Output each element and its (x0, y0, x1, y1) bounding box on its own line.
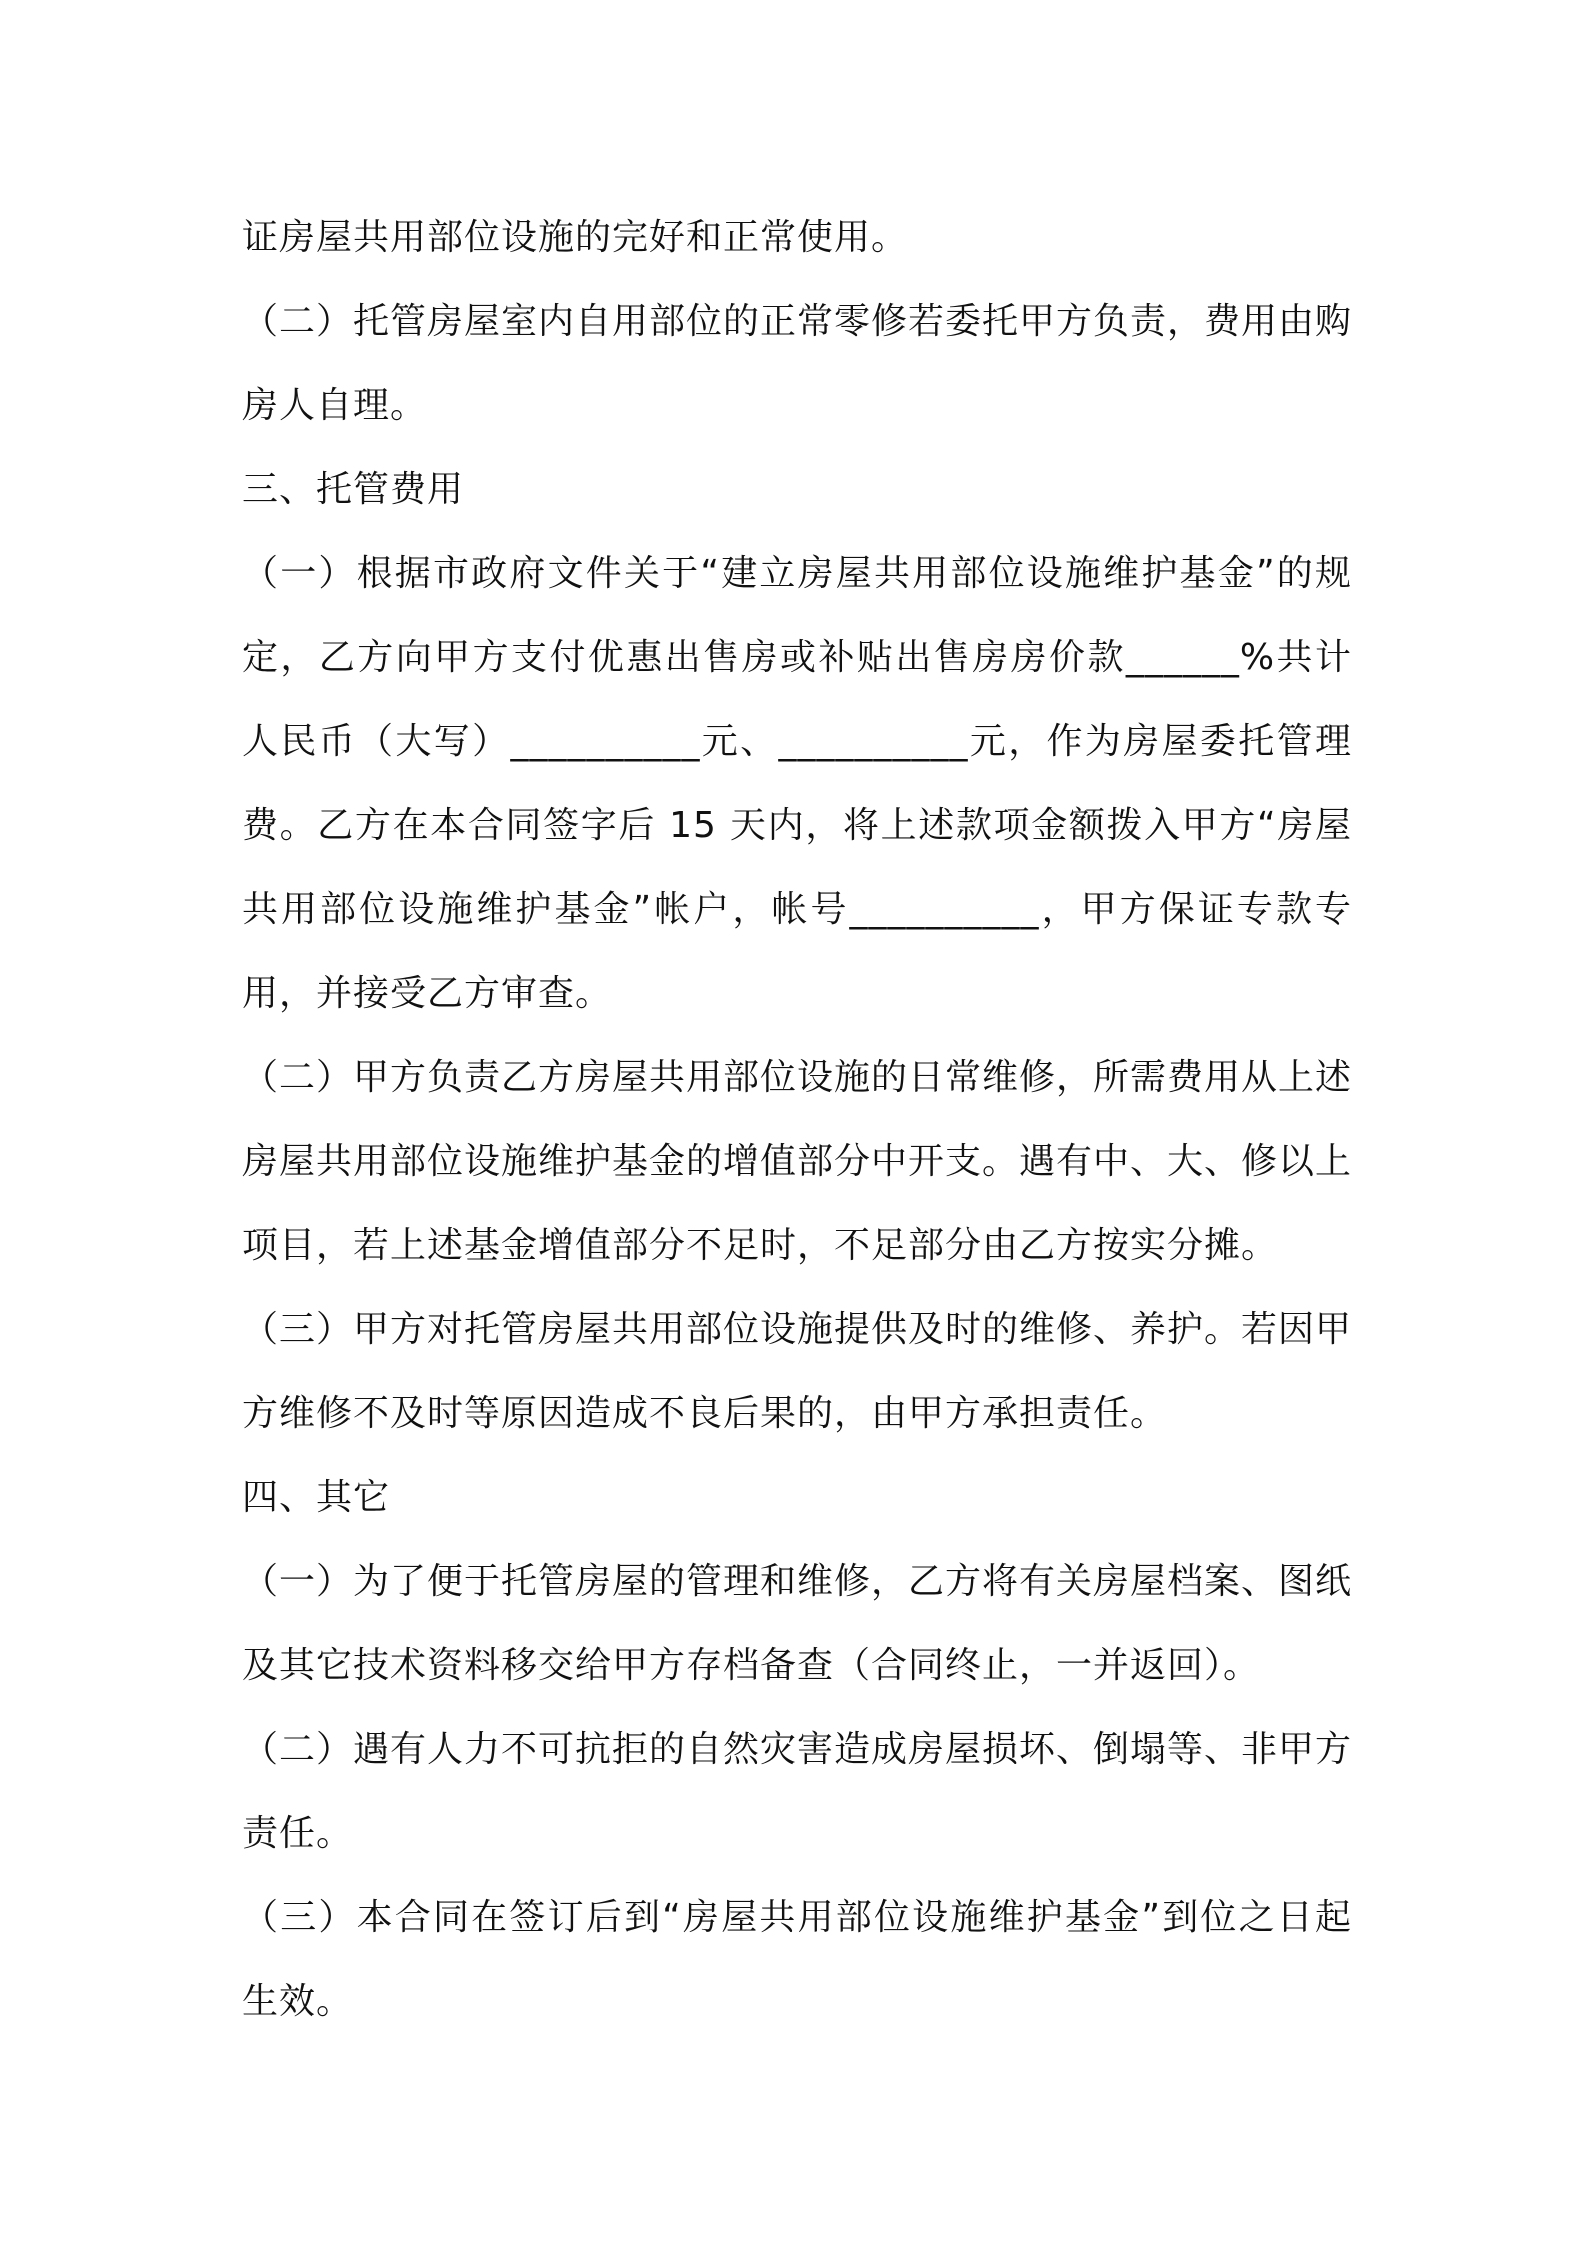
paragraph-clause-3-1: （一）根据市政府文件关于“建立房屋共用部位设施维护基金”的规定，乙方向甲方支付优惠出售房或补贴出售房房价款______%共计人民币（大写）__________元、__________元，作为房屋委托管理费。乙方在本合同签字后 15 天内，将上述款项金额拨入甲方“房屋共用部位设施维护基金”帐户，帐号__________，甲方保证专款专用，并接受乙方审查。 (242, 553, 1352, 1014)
paragraph-clause-3-2: （二）甲方负责乙方房屋共用部位设施的日常维修，所需费用从上述房屋共用部位设施维护基金的增值部分中开支。遇有中、大、修以上项目，若上述基金增值部分不足时，不足部分由乙方按实分摊。 (242, 1057, 1353, 1266)
section-heading-3: 三、托管费用 (242, 469, 465, 510)
document-body (242, 196, 1352, 2044)
paragraph-continuation: 证房屋共用部位设施的完好和正常使用。 (242, 217, 909, 258)
paragraph-clause-2-2: （二）托管房屋室内自用部位的正常零修若委托甲方负责，费用由购房人自理。 (242, 301, 1353, 426)
paragraph-clause-4-2: （二）遇有人力不可抗拒的自然灾害造成房屋损坏、倒塌等、非甲方责任。 (242, 1729, 1353, 1854)
section-heading-4: 四、其它 (242, 1477, 391, 1518)
paragraph-clause-4-3: （三）本合同在签订后到“房屋共用部位设施维护基金”到位之日起生效。 (242, 1897, 1352, 2022)
paragraph-clause-3-3: （三）甲方对托管房屋共用部位设施提供及时的维修、养护。若因甲方维修不及时等原因造成不良后果的，由甲方承担责任。 (242, 1309, 1353, 1434)
paragraph-clause-4-1: （一）为了便于托管房屋的管理和维修，乙方将有关房屋档案、图纸及其它技术资料移交给甲方存档备查（合同终止，一并返回）。 (242, 1561, 1353, 1686)
